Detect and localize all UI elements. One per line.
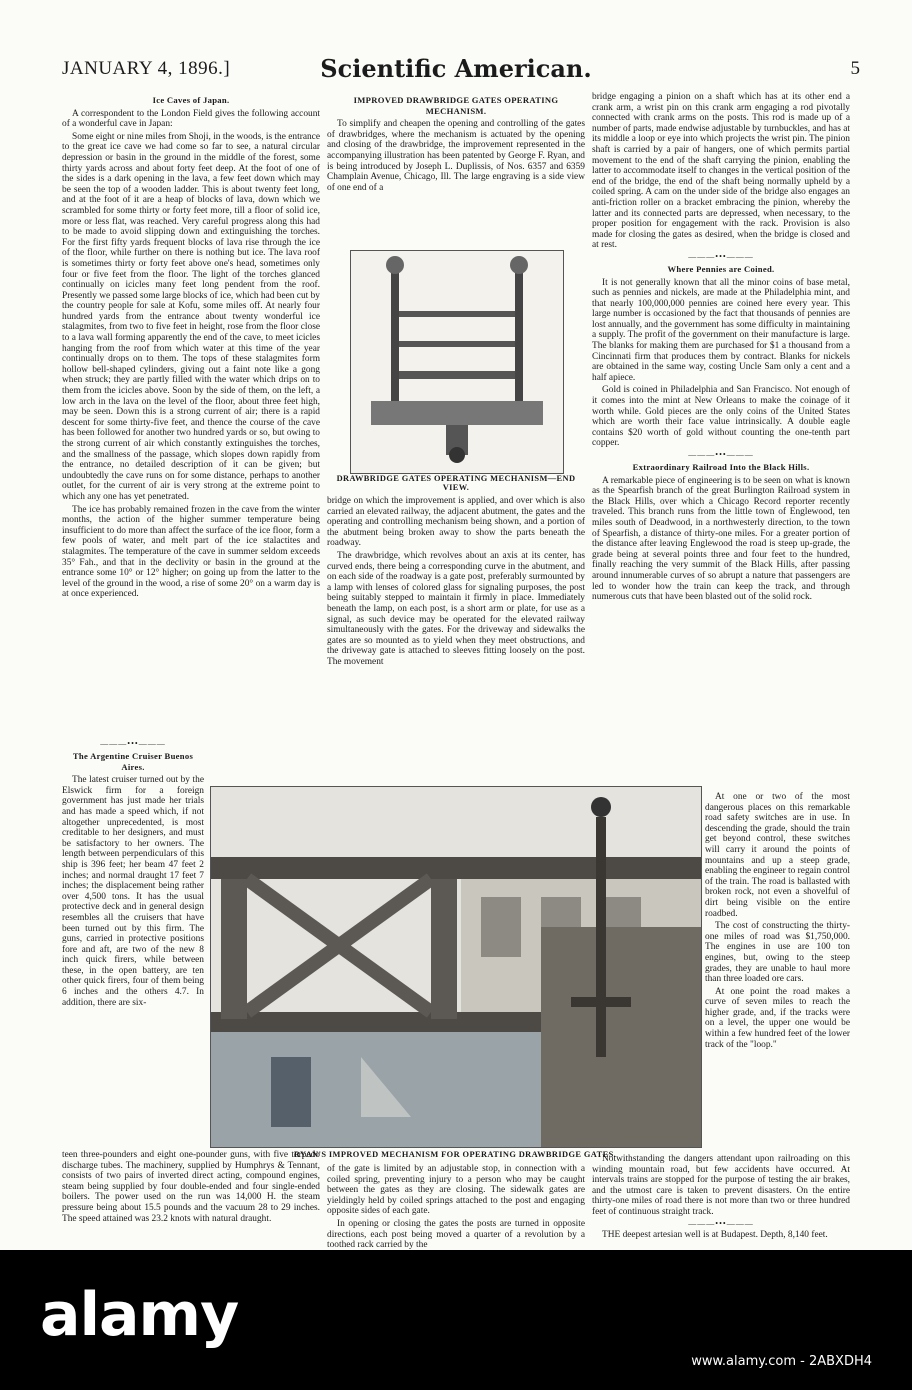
column-2-upper	[327, 92, 585, 250]
alamy-logo: alamy	[40, 1280, 239, 1350]
article-heading-railroad: Extraordinary Railroad Into the Black Hills.	[632, 462, 810, 472]
paragraph: A remarkable piece of engineering is to be seen on what is known as the Spearfish branch of the great Burlington Railroad system in the Black Hills, over which a Chicago Record reporter recently traveled. This branch runs from the little town of Englewood, ten miles south of Deadwood, in a northwesterly direction, to the town of Spearfish, a distance of thirty-one miles. For a greater portion of the distance after leaving Englewood the road is steep up-grade, the grade being at several points three and four feet to the hundred, finally reaching the very summit of the Black Hills, after passing around innumerable curves of so abrupt a nature that passengers are led to wonder how the train can keep the track, and through numerous cuts that have been blasted out of the solid rock.	[592, 475, 850, 603]
column-3-narrow	[705, 792, 850, 1154]
article-heading-pennies: Where Pennies are Coined.	[667, 263, 775, 274]
column-1-upper	[62, 92, 320, 792]
column-1-lower	[62, 1150, 320, 1224]
drawbridge-illustration-caption: RYAN'S IMPROVED MECHANISM FOR OPERATING DRAWBRIDGE GATES.	[293, 1150, 617, 1159]
column-2-lower	[327, 1164, 585, 1251]
drawbridge-illustration	[210, 786, 702, 1148]
drawbridge-gates-drawing	[211, 787, 701, 1147]
page-number: 5	[850, 58, 860, 79]
mechanism-end-view-drawing	[351, 251, 563, 473]
paragraph: It is not generally known that all the minor coins of base metal, such as pennies and nickels, are made at the Philadelphia mint, and that nearly 100,000,000 pennies are coined here every year. This large number is occasioned by the fact that thousands of pennies are lost annually, and the government has some difficulty in maintaining a supply. The profit of the government on their manufacture is large. The blanks for making them are purchased for $1 a thousand from a Cincinnati firm that produces them by contract. Blanks for nickels are obtained in the same way, costing Uncle Sam only a cent and a half apiece.	[592, 277, 850, 383]
paragraph: The ice has probably remained frozen in the cave from the winter months, the action of the higher summer temperature being insufficient to do more than affect the surface of the ice floor, form a few pools of water, and melt part of the ice stalactites and stalagmites. The temperature of the cave in summer seldom exceeds 35° Fah., and that in the declivity or basin in the ground at the entrance some 10° or 12° higher; on going up from the latter to the level of the ground in the wood, a rise of some 20° on a warm day is at once experienced.	[62, 504, 320, 600]
section-divider: ———•••———	[688, 450, 754, 459]
paragraph: The latest cruiser turned out by the Elswick firm for a foreign government has just made her trials and has made a speed which, if not altogether unprecedented, is most creditable to her designers, and must be satisfactory to her owners. The length between perpendiculars of this ship is 396 feet; her beam 47 feet 2 inches; and normal draught 17 feet 7 inches; the displacement being rather over 4,500 tons. It has the usual protective deck and in general design resembles all the cruisers that have been turned out by this firm. The guns, carried in protective positions fore and aft, are two of the new 8 inch quick firers, while between these, in the open battery, are ten other quick firers, four of them being 6 inches and the others 4.7. In addition, there are six-	[62, 775, 204, 1008]
paragraph: bridge engaging a pinion on a shaft which has at its other end a crank arm, a wrist pin on this crank arm engaging a rod pivotally connected with crank arms on the posts. This rod is made up of a number of parts, made endwise adjustable by turnbuckles, and has at its middle a loop or eye into which projects the wrist pin. The pinion shaft is carried by a pair of hangers, one of which permits partial movement to the end of the shaft carrying the pinion, enabling the latter to accommodate itself to changes in the vertical position of the end of the bridge, the end of the shaft being normally upheld by a coiled spring. A cam on the under side of the bridge also engages an anti-friction roller on a bracket embracing the pinion, whereby the latter and its connected parts are depressed, when necessary, to the proper position for engagement with the rack. Provision is also made for closing the gates as desired, when the bridge is closed and at rest.	[592, 92, 850, 251]
section-divider: ———•••———	[100, 739, 166, 748]
column-3-upper	[592, 92, 850, 792]
paragraph: Some eight or nine miles from Shoji, in the woods, is the entrance to the great ice cave we had come so far to see, a natural circular depression or basin in the ground in the middle of the forest, some thirty yards across and about forty feet deep. At the foot of one of the sides is a dark opening in the lava, a few feet down which may be seen the top of a wooden ladder. This is about twenty feet long, and at the foot of it are a heap of blocks of lava, down which we scrambled for some thirty or forty feet more, till a floor of solid ice, more or less flat, was reached. Very careful progress along this had to be made to avoid slipping down and extinguishing the torches. For the first fifty yards frequent blocks of lava rise through the ice of the floor, while further on there is nothing but ice. The lava roof is sometimes thirty or forty feet above one's head, sometimes only four or five feet from the floor. The light of the torches glanced continually on icicles many feet long pendent from the roof. Presently we passed some large blocks of ice, which had been cut by the country people for sale at Kofu, some miles off. At nearly four hundred yards from the entrance about twenty wonderful ice stalagmites, from two to five feet in height, rose from the floor close to a lava wall forming apparently the end of the cave, to meet icicles hanging from the roof from which water at this time of the year continually drops on to them. The tops of these stalagmites form hollow bell-shaped cylinders, giving out a faint note like a gong when struck; they are partly filled with the water which drips on to them from the icicles above. Soon by the side of them, on the left, a low arch in the lava on the level of the floor, about three feet high, may be seen. Down this is a strong current of air; there is a rapid descent for some thirty-five feet, and thence the course of the cave has been followed for another two hundred yards or so, but owing to the strong current of air which constantly extinguishes the torches, and the smallness of the passage, which slopes down rapidly from the entrance, no detailed description of it can be given; but undoubtedly the cave runs on for some distance, perhaps to another outlet, for the current of air is very strong at the extreme point to which any one has yet penetrated.	[62, 131, 320, 502]
column-1-narrow	[62, 738, 204, 1200]
paragraph: of the gate is limited by an adjustable stop, in connection with a coiled spring, preventing injury to a person who may be caught between the gates as they are closing. The sidewalk gates are yieldingly held by coiled springs attached to the post and engaging opposite sides of each gate.	[327, 1164, 585, 1217]
paragraph: A correspondent to the London Field gives the following account of a wonderful cave in Japan:	[62, 108, 320, 130]
column-2-middle	[327, 496, 585, 814]
stock-footer	[0, 1250, 912, 1390]
section-divider: ———•••———	[688, 251, 754, 261]
paragraph: The drawbridge, which revolves about an axis at its center, has curved ends, there being a corresponding curve in the abutment, and on each side of the roadway is a gate post, preferably surmounted by a lamp with lenses of colored glass for signaling purposes, the post being suitably stepped to maintain it firmly in place. Immediately beneath the lamp, on each post, is a short arm or plate, for use as a signal, as such device may be operated for the elevated railway simultaneously with the gates. For the driveway and sidewalks the gates are so mounted as to yield when they meet obstructions, and the driveway gate is attached to sleeves fitting loosely on the post. The movement	[327, 550, 585, 667]
masthead-title: Scientific American.	[320, 54, 592, 83]
paragraph: The cost of constructing the thirty-one miles of road was $1,750,000. The engines in use are 100 ton engines, but, owing to the steep grades, they are unable to haul more than three loaded ore cars.	[705, 921, 850, 985]
column-3-lower	[592, 1154, 850, 1240]
article-heading-ice-caves: Ice Caves of Japan.	[152, 95, 230, 105]
issue-date: JANUARY 4, 1896.]	[62, 58, 231, 79]
paragraph: Notwithstanding the dangers attendant upon railroading on this winding mountain road, but few accidents have occurred. At intervals trains are stopped for the purpose of testing the air brakes, and the utmost care is taken to prevent disasters. On the entire thirty-one miles of road there is not more than two or three hundred feet of continuous straight track.	[592, 1154, 850, 1217]
article-heading-drawbridge: IMPROVED DRAWBRIDGE GATES OPERATING MECHANISM.	[353, 95, 559, 116]
paragraph: Gold is coined in Philadelphia and San Francisco. Not enough of it comes into the mint at New Orleans to make the coinage of it worth while. Gold pieces are the only coins of the United States which are worth their face value intrinsically. A double eagle contains $20 worth of gold without counting the one-tenth part copper.	[592, 385, 850, 449]
image-reference-url: www.alamy.com - 2ABXDH4	[691, 1354, 872, 1369]
article-heading-cruiser: The Argentine Cruiser Buenos Aires.	[72, 751, 194, 772]
paragraph: To simplify and cheapen the opening and controlling of the gates of drawbridges, where the mechanism is actuated by the opening and closing of the drawbridge, the improvement represented in the accompanying illustration has been patented by George F. Ryan, and is being introduced by Joseph L. Duplissis, of Nos. 6357 and 6359 Champlain Avenue, Chicago, Ill. The large engraving is a side view of one end of a	[327, 119, 585, 193]
paragraph: THE deepest artesian well is at Budapest. Depth, 8,140 feet.	[602, 1229, 828, 1240]
paragraph: bridge on which the improvement is applied, and over which is also carried an elevated railway, the adjacent abutment, the gates and the operating and controlling mechanism being shown, and a portion of the abutment being broken away to show the parts beneath the roadway.	[327, 496, 585, 549]
paragraph: At one point the road makes a curve of seven miles to reach the higher grade, and, if the tracks were on a level, the upper one would be within a few hundred feet of the lower track of the "loop."	[705, 986, 850, 1050]
end-view-caption: DRAWBRIDGE GATES OPERATING MECHANISM—END VIEW.	[336, 474, 576, 492]
paragraph: In opening or closing the gates the posts are turned in opposite directions, each post being moved a quarter of a revolution by a toothed rack carried by the	[327, 1218, 585, 1251]
end-view-illustration	[350, 250, 564, 474]
section-divider: ———•••———	[688, 1218, 754, 1228]
paragraph: teen three-pounders and eight one-pounder guns, with five torpedo discharge tubes. The machinery, supplied by Humphrys & Tennant, consists of two pairs of inverted direct acting, compound engines, steam being supplied by four double-ended and four single-ended boilers. The power used on the run was 14,000 H. the steam pressure being about 15.5 pounds and the vacuum 28 to 29 inches. The speed attained was 23.2 knots with natural draught.	[62, 1150, 320, 1224]
paragraph: At one or two of the most dangerous places on this remarkable road safety switches are in use. In descending the grade, should the train get beyond control, these switches will carry it around the points of mountains and up a steep grade, enabling the engineer to regain control of the train. The road is ballasted with broken rock, not even a shovelful of dirt being visible on the entire roadbed.	[705, 792, 850, 919]
